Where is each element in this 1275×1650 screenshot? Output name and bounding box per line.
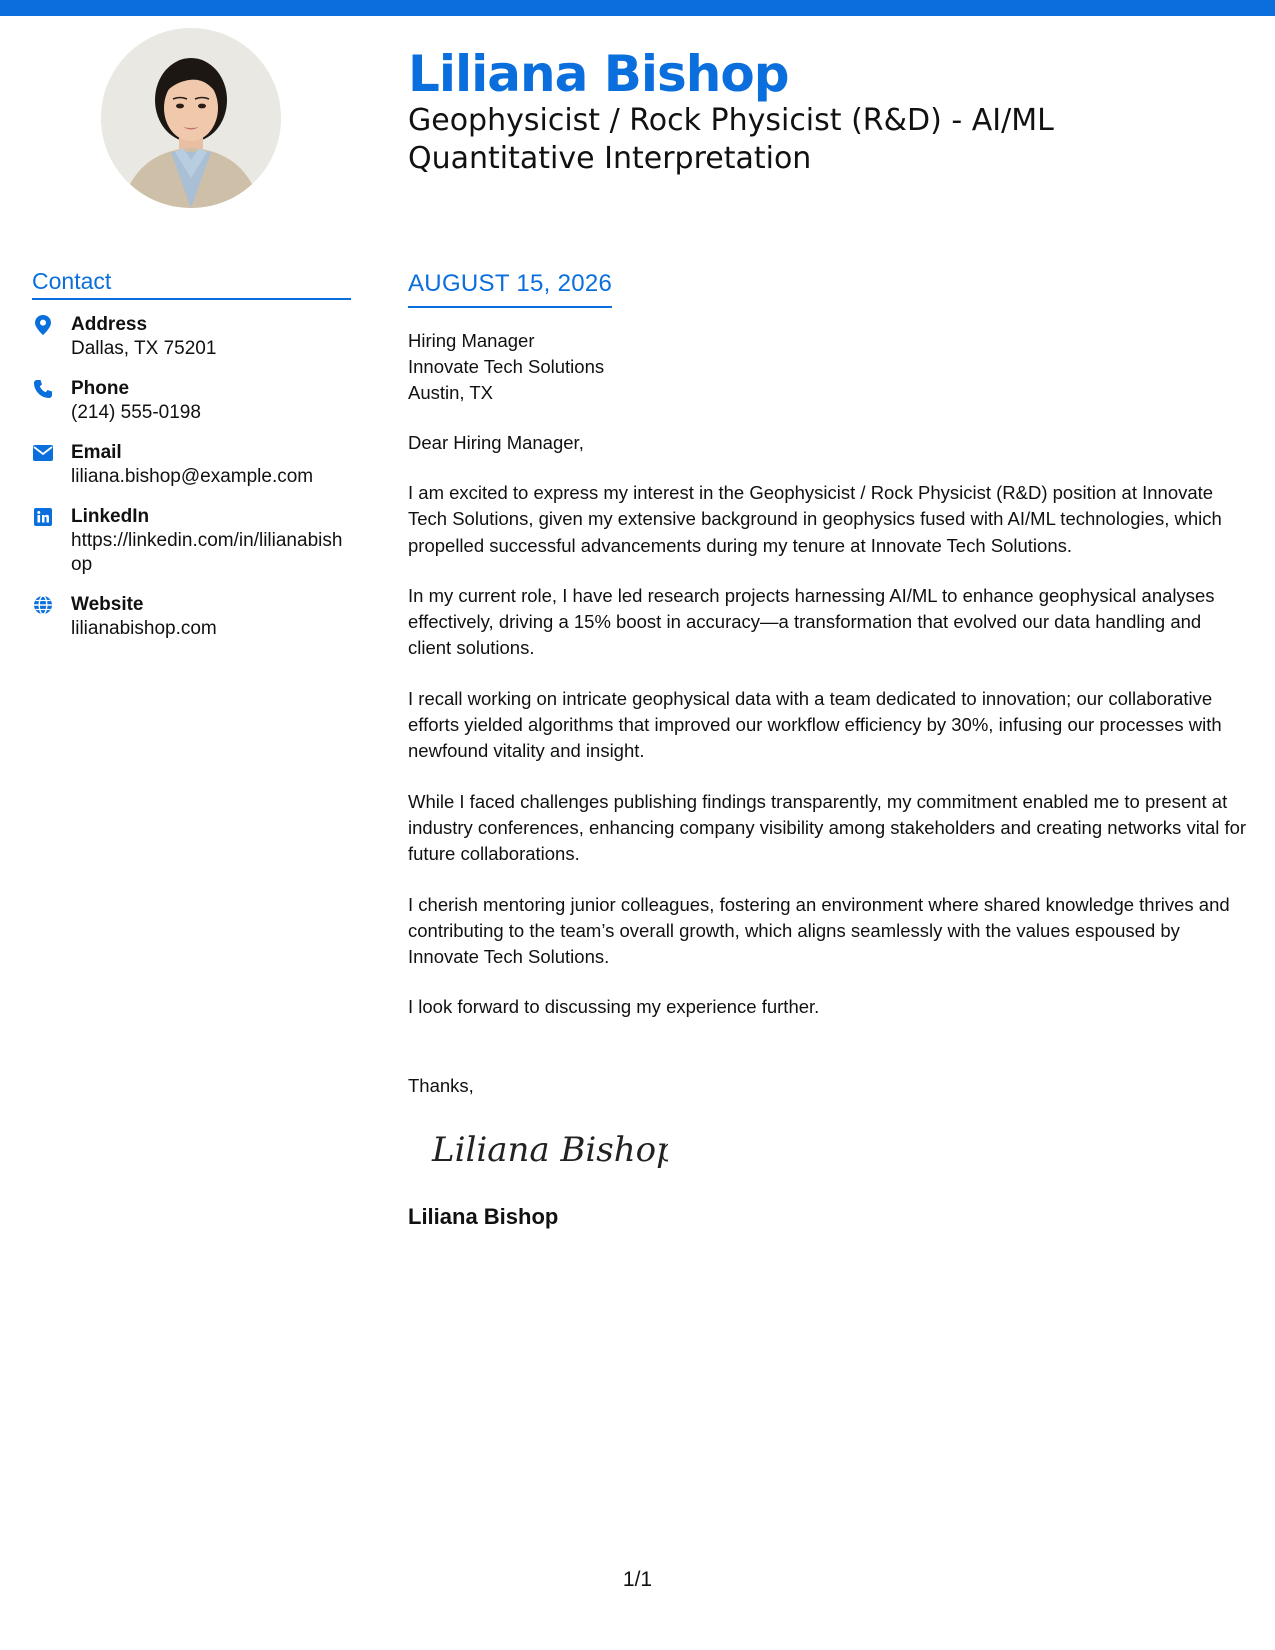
contact-label-address: Address (71, 314, 148, 335)
contact-item-phone (32, 376, 351, 425)
contact-label-website: Website (71, 594, 144, 615)
recipient-line-1: Hiring Manager (408, 330, 535, 351)
recipient-line-2: Innovate Tech Solutions (408, 356, 605, 377)
linkedin-icon (32, 506, 54, 528)
svg-text:Liliana Bishop: Liliana Bishop (432, 1129, 668, 1170)
contact-heading: Contact (32, 266, 351, 300)
letter-paragraph-6: I look forward to discussing my experience further. (408, 996, 820, 1018)
contact-item-website (32, 592, 351, 641)
envelope-icon (32, 442, 54, 464)
handwritten-signature (428, 1119, 668, 1179)
page-number: 1/1 (622, 1568, 653, 1591)
contact-label-email: Email (71, 442, 122, 463)
closing: Thanks, (408, 1074, 474, 1096)
contact-value-phone: (214) 555-0198 (71, 402, 201, 423)
job-title: Geophysicist / Rock Physicist (R&D) - AI/ML Quantitative Interpretation (408, 103, 1054, 176)
letter-paragraph-3: I recall working on intricate geophysical data with a team dedicated to innovation; our collaborative efforts yielded algorithms that improved our workflow efficiency by 30%, infusing our processes with newfound vitality and insight. (408, 687, 1222, 762)
globe-icon (32, 594, 54, 616)
contact-sidebar (32, 266, 351, 656)
applicant-name: Liliana Bishop (408, 45, 789, 103)
cover-letter-body (408, 266, 1248, 1231)
contact-value-website[interactable]: lilianabishop.com (71, 618, 217, 639)
contact-label-linkedin: LinkedIn (71, 506, 150, 527)
phone-icon (32, 378, 54, 400)
recipient-line-3: Austin, TX (408, 382, 494, 403)
contact-item-email (32, 440, 351, 489)
signer-name: Liliana Bishop (408, 1203, 559, 1229)
recipient-block (408, 328, 1248, 406)
letter-paragraph-5: I cherish mentoring junior colleagues, fostering an environment where shared knowledge thrives and contributing to the team’s overall growth, which aligns seamlessly with the values espoused by Innovate Tech Solutions. (408, 893, 1230, 968)
contact-list (32, 312, 351, 641)
profile-photo (101, 28, 281, 208)
contact-label-phone: Phone (71, 378, 130, 399)
salutation: Dear Hiring Manager, (408, 432, 584, 453)
contact-item-address (32, 312, 351, 361)
contact-value-email[interactable]: liliana.bishop@example.com (71, 466, 314, 487)
contact-item-linkedin (32, 504, 351, 577)
contact-value-linkedin[interactable]: https://linkedin.com/in/lilianabishop (71, 530, 343, 575)
letter-paragraph-2: In my current role, I have led research projects harnessing AI/ML to enhance geophysical analyses effectively, driving a 15% boost in accuracy—a transformation that evolved our data handling and client solutions. (408, 584, 1215, 659)
letter-paragraph-1: I am excited to express my interest in the Geophysicist / Rock Physicist (R&D) position at Innovate Tech Solutions, given my extensive background in geophysics fused with AI/ML technologies, which propelled successful advancements during my tenure at Innovate Tech Solutions. (408, 482, 1222, 556)
letter-paragraph-4: While I faced challenges publishing findings transparently, my commitment enabled me to present at industry conferences, enhancing company visibility among stakeholders and creating networks vital for future collaborations. (408, 790, 1247, 865)
map-pin-icon (32, 314, 54, 336)
contact-value-address: Dallas, TX 75201 (71, 338, 217, 359)
top-accent-bar (0, 0, 1275, 16)
letter-date: AUGUST 15, 2026 (408, 266, 612, 308)
